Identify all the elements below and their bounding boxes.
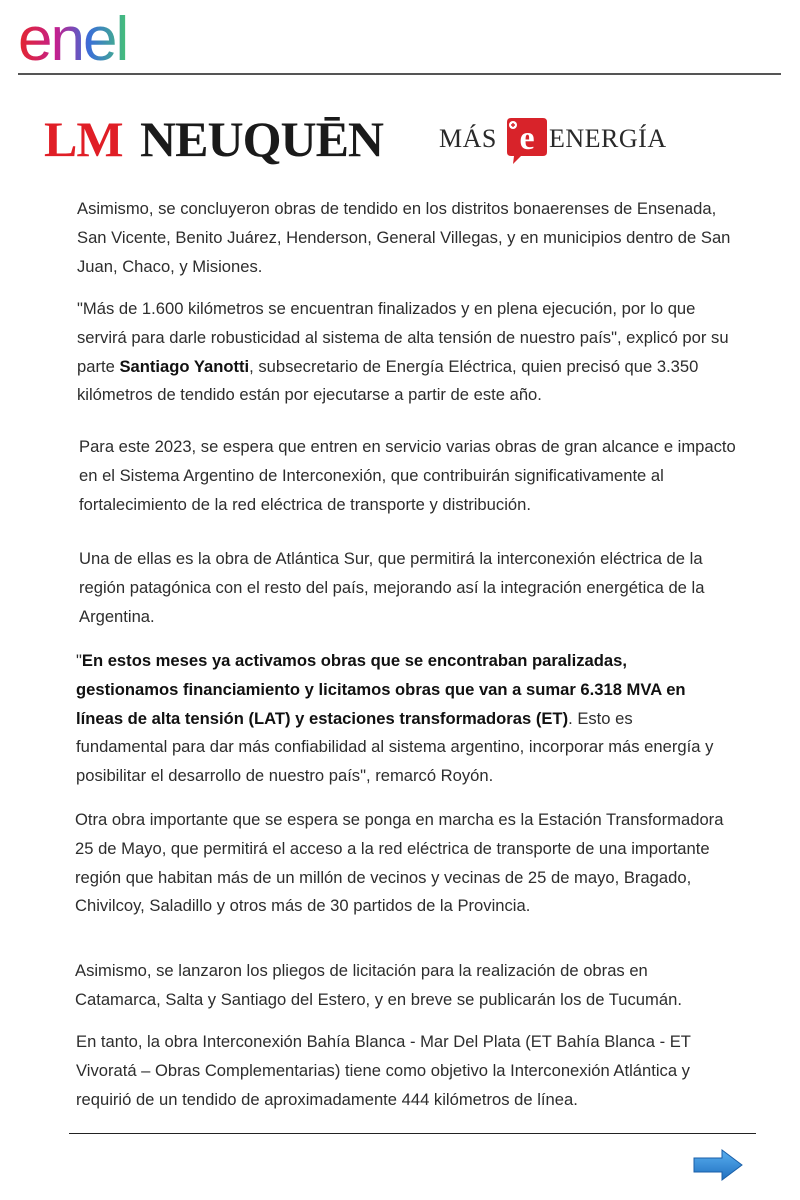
paragraph-6: Otra obra importante que se espera se ponga en marcha es la Estación Transformadora 25 de Mayo, que permitirá el acceso a la red eléctrica de transporte de una importante región que habitan más de un millón de vecinos y vecinas de 25 de mayo, Bragado, Chivilcoy, Saladillo y otros más de 30 partidos de la Provincia. [75,810,724,916]
header-divider [18,73,781,75]
paragraph-2 [77,295,742,410]
paragraph-1: Asimismo, se concluyeron obras de tendido en los distritos bonaerenses de Ensenada, San Vicente, Benito Juárez, Henderson, General Villegas, y en municipios dentro de San Juan, Chaco, y Misiones. [77,199,731,276]
paragraph-5-text-end: . Esto es fundamental para dar más confiabilidad al sistema argentino, incorporar más energía y posibilitar el desarrollo de nuestro país", remarcó Royón. [76,708,714,786]
paragraph-5 [76,647,726,791]
paragraph-8: En tanto, la obra Interconexión Bahía Blanca - Mar Del Plata (ET Bahía Blanca - ET Vivoratá – Obras Complementarias) tiene como objetivo la Interconexión Atlántica y requirió de un tendido de aproximadamente 444 kilómetros de línea. [76,1032,691,1109]
mas-energia-logo [439,116,684,168]
paragraph-2-text: "Más de 1.600 kilómetros se encuentran finalizados y en plena ejecución, por lo que servirá para darle robusticidad al sistema de alta tensión de nuestro país", explicó por su parte [77,299,729,376]
speaker-name: Santiago Yanotti [119,356,250,376]
paragraph-4: Una de ellas es la obra de Atlántica Sur, que permitirá la interconexión eléctrica de la región patagónica con el resto del país, mejorando así la integración energética de la Argentina. [79,549,705,626]
footer-divider [69,1133,756,1134]
paragraph-3: Para este 2023, se espera que entren en servicio varias obras de gran alcance e impacto en el Sistema Argentino de Interconexión, que contribuirán significativamente al fortalecimiento de la red eléctrica de transporte y distribución. [79,437,736,514]
publication-header [44,110,684,170]
lm-logo: LM [44,111,123,167]
neuquen-logo: NEUQUĒN [140,111,384,167]
svg-text:e: e [519,120,535,157]
mas-energia-energia-text: ENERGÍA [549,124,667,153]
svg-text:enel: enel [18,5,128,68]
arrow-right-icon[interactable] [692,1147,744,1183]
opening-quote: " [76,651,82,670]
quote-highlight: En estos meses ya activamos obras que se encontraban paralizadas, gestionamos financiamiento y licitamos obras que van a sumar 6.318 MVA en líneas de alta tensión (LAT) y estaciones transformadoras (ET) [76,651,686,728]
mas-energia-mas-text: MÁS [439,124,497,153]
paragraph-2-text-end: , subsecretario de Energía Eléctrica, quien precisó que 3.350 kilómetros de tendido están por ejecutarse a partir de este año. [77,356,699,405]
energy-badge-icon [505,116,549,166]
enel-logo [18,4,188,68]
paragraph-7: Asimismo, se lanzaron los pliegos de licitación para la realización de obras en Catamarca, Salta y Santiago del Estero, y en breve se publicarán los de Tucumán. [75,961,682,1009]
